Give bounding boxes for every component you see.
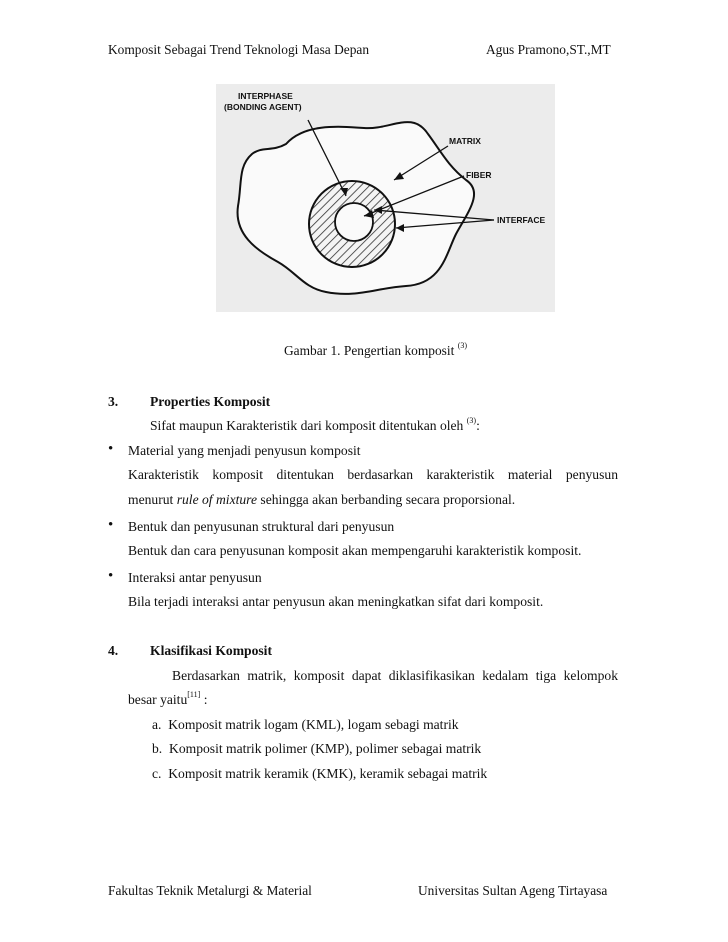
section-4-number: 4. <box>108 643 119 658</box>
bullet-2-symbol: • <box>108 517 114 533</box>
section-3-number: 3. <box>108 394 119 409</box>
bullet-1-body-em: rule of mixture <box>176 492 257 507</box>
figure-caption <box>284 343 467 359</box>
bullet-2-title: Bentuk dan penyusunan struktural dari penyusun <box>128 519 395 534</box>
section-4-intro-line1: Berdasarkan matrik, komposit dapat diklasifikasikan kedalam tiga kelompok <box>172 668 618 683</box>
list-item-b <box>152 741 481 757</box>
list-item-text: Komposit matrik polimer (KMP), polimer sebagai matrik <box>169 741 482 756</box>
bullet-1-body-post: sehingga akan berbanding secara proporsional. <box>257 492 516 507</box>
list-item-c <box>152 766 487 782</box>
list-item-text: Komposit matrik logam (KML), logam sebagi matrik <box>168 717 459 732</box>
bullet-1-body-line2 <box>128 492 515 508</box>
section-4-intro-line2 <box>128 692 207 708</box>
fiber-core <box>335 203 373 241</box>
bullet-1-body-pre: menurut <box>128 492 177 507</box>
list-marker: c. <box>152 766 162 781</box>
list-marker: a. <box>152 717 162 732</box>
bullet-1-title: Material yang menjadi penyusun komposit <box>128 443 361 458</box>
bullet-1-body-line1: Karakteristik komposit ditentukan berdasarkan karakteristik material penyusun <box>128 467 618 482</box>
composite-figure <box>216 84 555 312</box>
label-interface: INTERFACE <box>497 215 546 225</box>
list-marker: b. <box>152 741 163 756</box>
label-fiber: FIBER <box>466 170 492 180</box>
bullet-3-body-line1: Bila terjadi interaksi antar penyusun akan meningkatkan sifat dari komposit. <box>128 594 544 609</box>
label-bonding-agent: (BONDING AGENT) <box>224 102 302 112</box>
section-3-intro <box>150 418 480 434</box>
label-interphase: INTERPHASE <box>238 91 293 101</box>
bullet-3-symbol: • <box>108 568 114 584</box>
footer-right-university: Universitas Sultan Ageng Tirtayasa <box>418 883 608 898</box>
section-3-intro-text: Sifat maupun Karakteristik dari komposit ditentukan oleh <box>150 418 467 433</box>
bullet-2-body-line1: Bentuk dan cara penyusunan komposit akan mempengaruhi karakteristik komposit. <box>128 543 582 558</box>
composite-diagram <box>216 84 555 312</box>
header-left-title: Komposit Sebagai Trend Teknologi Masa Depan <box>108 42 370 57</box>
section-3-title: Properties Komposit <box>150 394 271 409</box>
section-4-intro-text: besar yaitu <box>128 692 188 707</box>
section-4-intro-ref: [11] <box>187 690 201 699</box>
list-item-a <box>152 717 459 733</box>
section-3-intro-ref: (3) <box>466 416 477 425</box>
list-item-text: Komposit matrik keramik (KMK), keramik sebagai matrik <box>168 766 488 781</box>
section-4-intro-tail: : <box>200 692 208 707</box>
section-3-intro-tail: : <box>476 418 480 433</box>
caption-ref: (3) <box>457 341 468 350</box>
header-right-author: Agus Pramono,ST.,MT <box>486 42 611 57</box>
bullet-3-title: Interaksi antar penyusun <box>128 570 262 585</box>
footer-left-faculty: Fakultas Teknik Metalurgi & Material <box>108 883 312 898</box>
caption-text: Gambar 1. Pengertian komposit <box>284 343 458 358</box>
label-matrix: MATRIX <box>449 136 481 146</box>
section-4-title: Klasifikasi Komposit <box>150 643 272 658</box>
bullet-1-symbol: • <box>108 441 114 457</box>
